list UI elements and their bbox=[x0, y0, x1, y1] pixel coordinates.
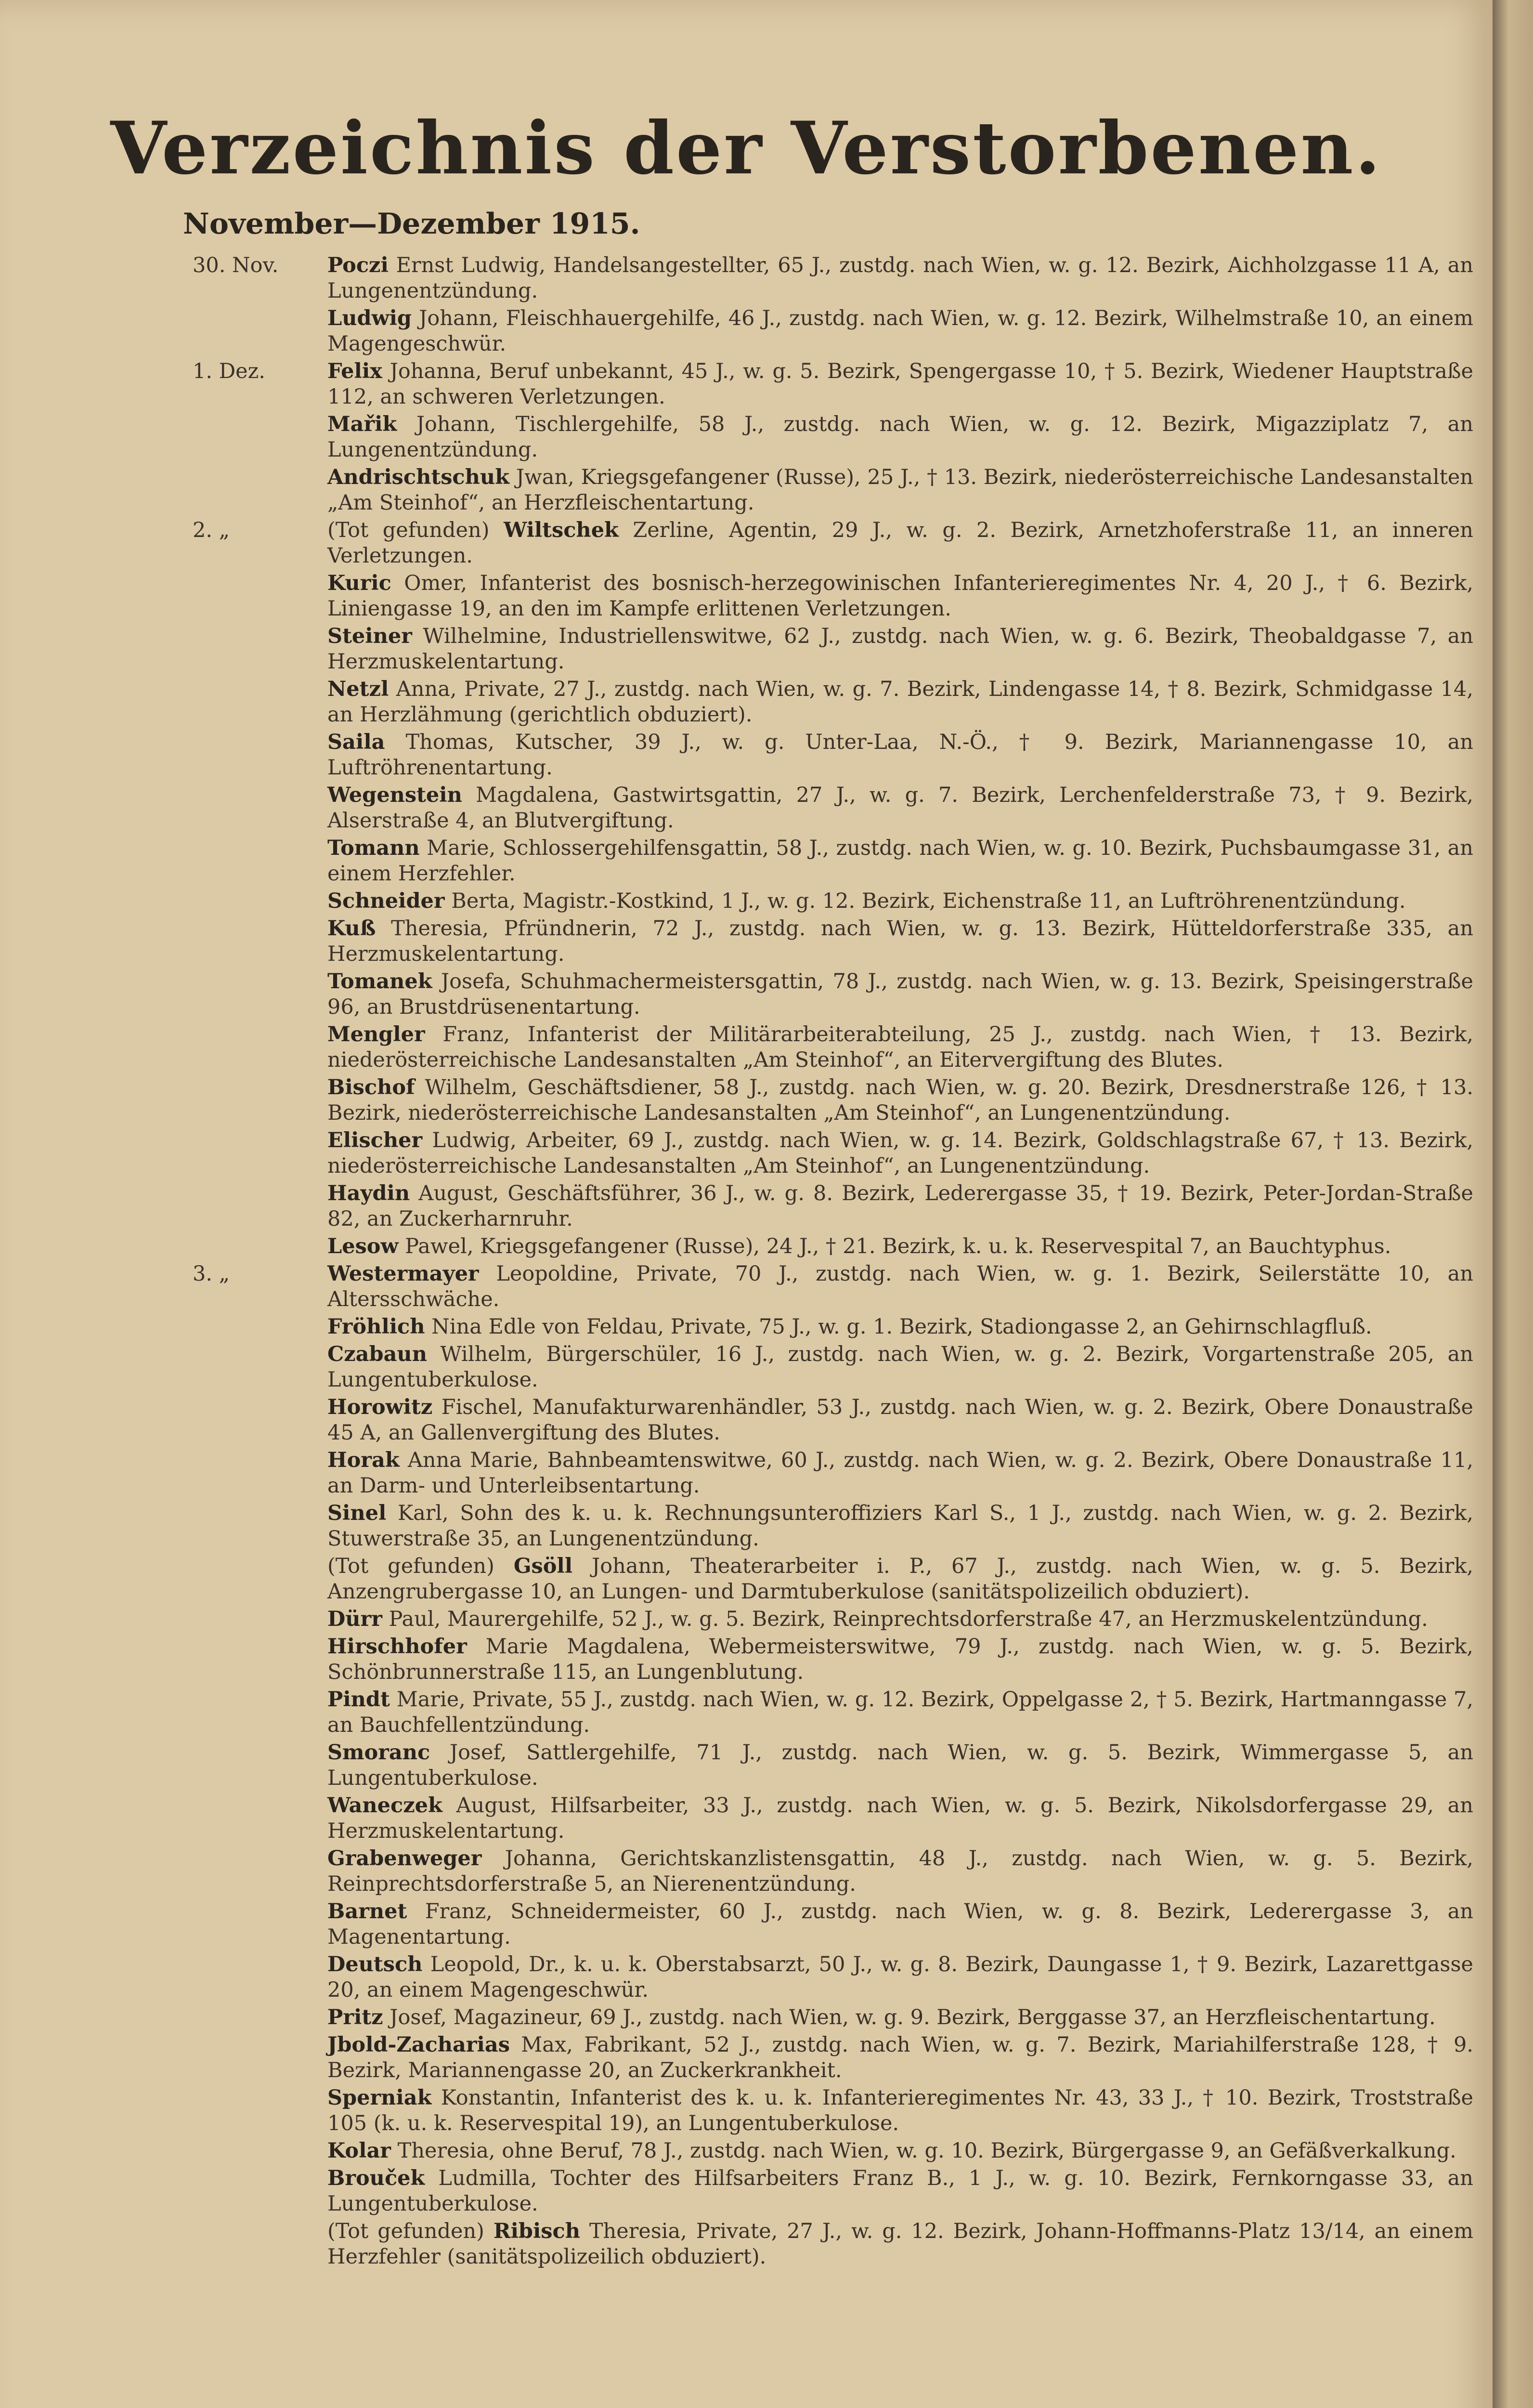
list-item bbox=[183, 836, 1473, 887]
list-item bbox=[183, 1501, 1473, 1552]
entry-date: 30. Nov. bbox=[193, 253, 279, 277]
entry-date bbox=[183, 1234, 327, 1259]
entry-surname: Horak bbox=[327, 1448, 400, 1472]
period-heading: November—Dezember 1915. bbox=[183, 207, 640, 241]
entry-note: (Tot gefunden) bbox=[327, 2219, 484, 2243]
book-gutter bbox=[1493, 0, 1533, 2408]
entry-body bbox=[327, 1181, 1473, 1232]
entry-date bbox=[183, 1899, 327, 1950]
entry-body bbox=[327, 518, 1473, 569]
page-title: Verzeichnis der Verstorbenen. bbox=[110, 106, 1382, 191]
list-item bbox=[183, 1128, 1473, 1179]
entry-body bbox=[327, 916, 1473, 967]
entry-body bbox=[327, 465, 1473, 516]
entry-surname: Hirschhofer bbox=[327, 1635, 467, 1659]
entry-surname: Netzl bbox=[327, 677, 389, 701]
entry-date bbox=[183, 465, 327, 516]
list-item bbox=[183, 465, 1473, 516]
entry-text: Berta, Magistr.-Kostkind, 1 J., w. g. 12. Bezirk, Eichenstraße 11, an Luftröhrenentzündung. bbox=[451, 889, 1406, 913]
entry-text: Karl, Sohn des k. u. k. Rechnungsunteroffiziers Karl S., 1 J., zustdg. nach Wien, w. g. 2. Bezirk, Stuwerstraße 35, an Lungenentzündung. bbox=[327, 1501, 1473, 1551]
entry-date bbox=[183, 2005, 327, 2030]
entry-body bbox=[327, 783, 1473, 834]
entry-body bbox=[327, 1448, 1473, 1499]
list-item bbox=[183, 306, 1473, 357]
list-item bbox=[183, 2085, 1473, 2136]
entry-body bbox=[327, 1261, 1473, 1312]
entry-body bbox=[327, 2032, 1473, 2083]
entry-text: Marie, Schlossergehilfensgattin, 58 J., zustdg. nach Wien, w. g. 10. Bezirk, Puchsbaumgasse 31, an einem Herzfehler. bbox=[327, 836, 1473, 886]
entry-surname: Mengler bbox=[327, 1022, 425, 1047]
entry-date bbox=[183, 1395, 327, 1446]
entry-body bbox=[327, 1501, 1473, 1552]
entry-text: Johanna, Beruf unbekannt, 45 J., w. g. 5. Bezirk, Spengergasse 10, † 5. Bezirk, Wiedener Hauptstraße 112, an schweren Verletzungen. bbox=[327, 359, 1474, 409]
entry-text: Johann, Fleischhauergehilfe, 46 J., zustdg. nach Wien, w. g. 12. Bezirk, Wilhelmstraße 10, an einem Magengeschwür. bbox=[327, 306, 1473, 356]
list-item bbox=[183, 1448, 1473, 1499]
entry-text: Franz, Infanterist der Militärarbeiterabteilung, 25 J., zustdg. nach Wien, † 13. Bezirk, niederösterreichische Landesanstalten „Am Steinhof“, an Eitervergiftung des Blutes. bbox=[327, 1022, 1474, 1072]
list-item bbox=[183, 412, 1473, 463]
entry-text: Josef, Sattlergehilfe, 71 J., zustdg. nach Wien, w. g. 5. Bezirk, Wimmergasse 5, an Lungentuberkulose. bbox=[327, 1741, 1474, 1790]
entry-date bbox=[183, 1793, 327, 1844]
entry-text: Josefa, Schuhmachermeistersgattin, 78 J., zustdg. nach Wien, w. g. 13. Bezirk, Speisingerstraße 96, an Brustdrüsenentartung. bbox=[327, 969, 1473, 1019]
entry-body bbox=[327, 306, 1473, 357]
entry-surname: Jbold-Zacharias bbox=[327, 2033, 510, 2057]
entry-body bbox=[327, 1634, 1473, 1685]
entry-body bbox=[327, 1022, 1473, 1073]
entry-body bbox=[327, 1234, 1473, 1259]
entry-text: Theresia, Pfründnerin, 72 J., zustdg. nach Wien, w. g. 13. Bezirk, Hütteldorferstraße 335, an Herzmuskelentartung. bbox=[327, 916, 1474, 966]
entry-surname: Czabaun bbox=[327, 1342, 427, 1366]
entry-surname: Mařik bbox=[327, 412, 397, 436]
list-item bbox=[183, 2005, 1473, 2030]
entry-body bbox=[327, 1740, 1473, 1791]
entry-date: 1. Dez. bbox=[193, 359, 265, 383]
list-item bbox=[183, 889, 1473, 914]
entry-surname: Poczi bbox=[327, 253, 389, 277]
entry-surname: Westermayer bbox=[327, 1262, 479, 1286]
list-item bbox=[183, 1395, 1473, 1446]
entry-text: Theresia, ohne Beruf, 78 J., zustdg. nach Wien, w. g. 10. Bezirk, Bürgergasse 9, an Gefäßverkalkung. bbox=[397, 2139, 1456, 2163]
list-item bbox=[183, 1740, 1473, 1791]
list-item bbox=[183, 2219, 1473, 2270]
entry-surname: Schneider bbox=[327, 889, 445, 913]
list-item bbox=[183, 624, 1473, 675]
entry-text: Anna, Private, 27 J., zustdg. nach Wien, w. g. 7. Bezirk, Lindengasse 14, † 8. Bezirk, Schmidgasse 14, an Herzlähmung (gerichtlich obduziert). bbox=[327, 677, 1473, 727]
entry-body bbox=[327, 1687, 1473, 1738]
entry-date: 3. „ bbox=[193, 1262, 230, 1286]
entry-text: Konstantin, Infanterist des k. u. k. Infanterieregimentes Nr. 43, 33 J., † 10. Bezirk, Troststraße 105 (k. u. k. Reservespital 19), an Lungentuberkulose. bbox=[327, 2086, 1474, 2135]
entry-date bbox=[183, 571, 327, 622]
list-item bbox=[183, 253, 1473, 304]
entry-body bbox=[327, 1342, 1473, 1393]
entry-surname: Kuric bbox=[327, 571, 391, 595]
entry-surname: Steiner bbox=[327, 624, 412, 648]
entry-text: Pawel, Kriegsgefangener (Russe), 24 J., † 21. Bezirk, k. u. k. Reservespital 7, an Bauchtyphus. bbox=[405, 1234, 1391, 1258]
list-item bbox=[183, 1554, 1473, 1605]
entry-body bbox=[327, 1952, 1473, 2003]
entry-surname: Lesow bbox=[327, 1234, 399, 1258]
entry-surname: Wiltschek bbox=[503, 518, 619, 542]
entry-text: Magdalena, Gastwirtsgattin, 27 J., w. g. 7. Bezirk, Lerchenfelderstraße 73, † 9. Bezirk, Alserstraße 4, an Blutvergiftung. bbox=[327, 783, 1474, 833]
entry-body bbox=[327, 2085, 1473, 2136]
list-item bbox=[183, 969, 1473, 1020]
list-item bbox=[183, 1634, 1473, 1685]
list-item bbox=[183, 783, 1473, 834]
list-item bbox=[183, 677, 1473, 728]
entry-surname: Elischer bbox=[327, 1128, 423, 1152]
list-item bbox=[183, 1022, 1473, 1073]
entry-text: Fischel, Manufakturwarenhändler, 53 J., zustdg. nach Wien, w. g. 2. Bezirk, Obere Donaustraße 45 A, an Gallenvergiftung des Blutes. bbox=[327, 1395, 1474, 1445]
entry-body bbox=[327, 1846, 1473, 1897]
entry-surname: Barnet bbox=[327, 1899, 407, 1924]
entry-body bbox=[327, 1607, 1473, 1632]
entry-text: Leopold, Dr., k. u. k. Oberstabsarzt, 50 J., w. g. 8. Bezirk, Daungasse 1, † 9. Bezirk, Lazarettgasse 20, an einem Magengeschwür. bbox=[327, 1952, 1473, 2002]
entry-text: Josef, Magazineur, 69 J., zustdg. nach Wien, w. g. 9. Bezirk, Berggasse 37, an Herzfleischentartung. bbox=[390, 2005, 1436, 2029]
entry-body bbox=[327, 889, 1473, 914]
entry-text: Johanna, Gerichtskanzlistensgattin, 48 J., zustdg. nach Wien, w. g. 5. Bezirk, Reinprechtsdorferstraße 5, an Nierenentzündung. bbox=[327, 1846, 1473, 1896]
entry-date bbox=[183, 2032, 327, 2083]
entry-date bbox=[183, 1181, 327, 1232]
entry-body bbox=[327, 1075, 1473, 1126]
list-item bbox=[183, 359, 1473, 410]
list-item bbox=[183, 1181, 1473, 1232]
entry-surname: Horowitz bbox=[327, 1395, 433, 1419]
list-item bbox=[183, 518, 1473, 569]
entry-body bbox=[327, 412, 1473, 463]
death-register-list bbox=[183, 253, 1473, 2272]
entry-text: Marie Magdalena, Webermeisterswitwe, 79 J., zustdg. nach Wien, w. g. 5. Bezirk, Schönbrunnerstraße 115, an Lungenblutung. bbox=[327, 1635, 1473, 1684]
list-item bbox=[183, 2138, 1473, 2164]
list-item bbox=[183, 1234, 1473, 1259]
entry-body bbox=[327, 1899, 1473, 1950]
entry-body bbox=[327, 571, 1473, 622]
entry-body bbox=[327, 2005, 1473, 2030]
entry-date bbox=[183, 624, 327, 675]
list-item bbox=[183, 2166, 1473, 2217]
entry-note: (Tot gefunden) bbox=[327, 1554, 494, 1578]
list-item bbox=[183, 571, 1473, 622]
entry-date bbox=[183, 1128, 327, 1179]
entry-date bbox=[183, 1448, 327, 1499]
entry-text: Ludwig, Arbeiter, 69 J., zustdg. nach Wien, w. g. 14. Bezirk, Goldschlagstraße 67, † 13. Bezirk, niederösterreichische Landesanstalten „Am Steinhof“, an Lungenentzündung. bbox=[327, 1128, 1474, 1178]
entry-body bbox=[327, 730, 1473, 781]
entry-date bbox=[183, 1952, 327, 2003]
entry-body bbox=[327, 836, 1473, 887]
entry-text: Omer, Infanterist des bosnisch-herzegowinischen Infanterieregimentes Nr. 4, 20 J., † 6. Bezirk, Liniengasse 19, an den im Kampfe erlittenen Verletzungen. bbox=[327, 571, 1473, 621]
entry-date bbox=[183, 1634, 327, 1685]
entry-date bbox=[183, 2219, 327, 2270]
entry-date bbox=[183, 1075, 327, 1126]
entry-date bbox=[183, 1501, 327, 1552]
entry-surname: Ludwig bbox=[327, 306, 412, 330]
entry-text: Wilhelmine, Industriellenswitwe, 62 J., zustdg. nach Wien, w. g. 6. Bezirk, Theobaldgasse 7, an Herzmuskelentartung. bbox=[327, 624, 1473, 674]
entry-date bbox=[183, 889, 327, 914]
entry-date bbox=[183, 1687, 327, 1738]
entry-date bbox=[183, 1846, 327, 1897]
entry-body bbox=[327, 253, 1473, 304]
entry-text: Anna Marie, Bahnbeamtenswitwe, 60 J., zustdg. nach Wien, w. g. 2. Bezirk, Obere Donaustraße 11, an Darm- und Unterleibsentartung. bbox=[327, 1448, 1473, 1498]
entry-body bbox=[327, 624, 1473, 675]
list-item bbox=[183, 2032, 1473, 2083]
entry-surname: Kuß bbox=[327, 916, 376, 941]
entry-body bbox=[327, 1395, 1473, 1446]
entry-body bbox=[327, 2166, 1473, 2217]
entry-date bbox=[183, 677, 327, 728]
entry-text: Marie, Private, 55 J., zustdg. nach Wien, w. g. 12. Bezirk, Oppelgasse 2, † 5. Bezirk, Hartmanngasse 7, an Bauchfellentzündung. bbox=[327, 1688, 1474, 1737]
entry-surname: Pindt bbox=[327, 1688, 390, 1712]
entry-surname: Smoranc bbox=[327, 1741, 430, 1765]
list-item bbox=[183, 1846, 1473, 1897]
entry-body bbox=[327, 1793, 1473, 1844]
entry-date: 2. „ bbox=[193, 518, 230, 542]
entry-text: Theresia, Private, 27 J., w. g. 12. Bezirk, Johann-Hoffmanns-Platz 13/14, an einem Herzfehler (sanitätspolizeilich obduziert). bbox=[327, 2219, 1473, 2269]
list-item bbox=[183, 1687, 1473, 1738]
entry-date bbox=[183, 1342, 327, 1393]
entry-note: (Tot gefunden) bbox=[327, 518, 490, 542]
entry-date bbox=[183, 783, 327, 834]
entry-text: Ludmilla, Tochter des Hilfsarbeiters Franz B., 1 J., w. g. 10. Bezirk, Fernkorngasse 33, an Lungentuberkulose. bbox=[327, 2166, 1473, 2216]
entry-surname: Saila bbox=[327, 730, 385, 754]
entry-body bbox=[327, 1128, 1473, 1179]
entry-body bbox=[327, 1314, 1473, 1340]
entry-body bbox=[327, 677, 1473, 728]
entry-body bbox=[327, 2138, 1473, 2164]
list-item bbox=[183, 1314, 1473, 1340]
entry-surname: Bischof bbox=[327, 1075, 415, 1099]
entry-surname: Deutsch bbox=[327, 1952, 423, 1976]
entry-surname: Dürr bbox=[327, 1607, 382, 1631]
entry-date bbox=[183, 1607, 327, 1632]
entry-surname: Sperniak bbox=[327, 2086, 432, 2110]
entry-text: Paul, Maurergehilfe, 52 J., w. g. 5. Bezirk, Reinprechtsdorferstraße 47, an Herzmuskelentzündung. bbox=[389, 1607, 1428, 1631]
entry-text: Wilhelm, Bürgerschüler, 16 J., zustdg. nach Wien, w. g. 2. Bezirk, Vorgartenstraße 205, an Lungentuberkulose. bbox=[327, 1342, 1473, 1392]
entry-date bbox=[183, 1740, 327, 1791]
entry-surname: Waneczek bbox=[327, 1793, 442, 1818]
entry-surname: Ribisch bbox=[493, 2219, 580, 2243]
entry-surname: Brouček bbox=[327, 2166, 425, 2190]
entry-surname: Kolar bbox=[327, 2139, 391, 2163]
list-item bbox=[183, 1261, 1473, 1312]
entry-text: August, Geschäftsführer, 36 J., w. g. 8. Bezirk, Lederergasse 35, † 19. Bezirk, Peter-Jordan-Straße 82, an Zuckerharnruhr. bbox=[327, 1181, 1474, 1231]
entry-text: Max, Fabrikant, 52 J., zustdg. nach Wien, w. g. 7. Bezirk, Mariahilferstraße 128, † 9. Bezirk, Mariannengasse 20, an Zuckerkrankheit. bbox=[327, 2033, 1474, 2082]
entry-surname: Tomanek bbox=[327, 969, 432, 994]
entry-text: Wilhelm, Geschäftsdiener, 58 J., zustdg. nach Wien, w. g. 20. Bezirk, Dresdnerstraße 126, † 13. Bezirk, niederösterreichische Landesanstalten „Am Steinhof“, an Lungenentzündung. bbox=[327, 1075, 1473, 1125]
list-item bbox=[183, 1952, 1473, 2003]
list-item bbox=[183, 730, 1473, 781]
entry-date bbox=[183, 2085, 327, 2136]
list-item bbox=[183, 1342, 1473, 1393]
entry-surname: Wegenstein bbox=[327, 783, 462, 807]
entry-text: Franz, Schneidermeister, 60 J., zustdg. nach Wien, w. g. 8. Bezirk, Lederergasse 3, an Magenentartung. bbox=[327, 1899, 1473, 1949]
entry-text: Zerline, Agentin, 29 J., w. g. 2. Bezirk, Arnetzhoferstraße 11, an inneren Verletzungen. bbox=[327, 518, 1473, 568]
entry-text: Johann, Theaterarbeiter i. P., 67 J., zustdg. nach Wien, w. g. 5. Bezirk, Anzengrubergasse 10, an Lungen- und Darmtuberkulose (sanitätspolizeilich obduziert). bbox=[327, 1554, 1473, 1604]
entry-date bbox=[183, 836, 327, 887]
entry-date bbox=[183, 1314, 327, 1340]
entry-surname: Felix bbox=[327, 359, 382, 383]
entry-surname: Fröhlich bbox=[327, 1315, 425, 1339]
entry-surname: Andrischtschuk bbox=[327, 465, 509, 489]
entry-body bbox=[327, 1554, 1473, 1605]
entry-text: Thomas, Kutscher, 39 J., w. g. Unter-Laa, N.-Ö., † 9. Bezirk, Mariannengasse 10, an Luftröhrenentartung. bbox=[327, 730, 1473, 780]
list-item bbox=[183, 1793, 1473, 1844]
entry-date bbox=[183, 412, 327, 463]
entry-surname: Grabenweger bbox=[327, 1846, 482, 1871]
entry-date bbox=[183, 306, 327, 357]
entry-surname: Gsöll bbox=[513, 1554, 573, 1578]
list-item bbox=[183, 1607, 1473, 1632]
entry-date bbox=[183, 2166, 327, 2217]
entry-date bbox=[183, 730, 327, 781]
entry-body bbox=[327, 969, 1473, 1020]
entry-text: Jwan, Kriegsgefangener (Russe), 25 J., † 13. Bezirk, niederösterreichische Landesanstalten „Am Steinhof“, an Herzfleischentartung. bbox=[327, 465, 1473, 515]
entry-body bbox=[327, 359, 1473, 410]
entry-text: Ernst Ludwig, Handelsangestellter, 65 J., zustdg. nach Wien, w. g. 12. Bezirk, Aichholzgasse 11 A, an Lungenentzündung. bbox=[327, 253, 1473, 303]
entry-surname: Tomann bbox=[327, 836, 420, 860]
entry-date bbox=[183, 916, 327, 967]
entry-surname: Pritz bbox=[327, 2005, 383, 2029]
entry-text: Nina Edle von Feldau, Private, 75 J., w. g. 1. Bezirk, Stadiongasse 2, an Gehirnschlagfluß. bbox=[431, 1315, 1372, 1339]
entry-date bbox=[183, 969, 327, 1020]
entry-surname: Sinel bbox=[327, 1501, 387, 1525]
list-item bbox=[183, 916, 1473, 967]
entry-body bbox=[327, 2219, 1473, 2270]
entry-text: Leopoldine, Private, 70 J., zustdg. nach Wien, w. g. 1. Bezirk, Seilerstätte 10, an Altersschwäche. bbox=[327, 1262, 1473, 1311]
list-item bbox=[183, 1075, 1473, 1126]
entry-text: August, Hilfsarbeiter, 33 J., zustdg. nach Wien, w. g. 5. Bezirk, Nikolsdorfergasse 29, an Herzmuskelentartung. bbox=[327, 1793, 1473, 1843]
entry-text: Johann, Tischlergehilfe, 58 J., zustdg. nach Wien, w. g. 12. Bezirk, Migazziplatz 7, an Lungenentzündung. bbox=[327, 412, 1473, 462]
entry-date bbox=[183, 1022, 327, 1073]
list-item bbox=[183, 1899, 1473, 1950]
entry-date bbox=[183, 2138, 327, 2164]
entry-date bbox=[183, 1554, 327, 1605]
entry-surname: Haydin bbox=[327, 1181, 410, 1205]
